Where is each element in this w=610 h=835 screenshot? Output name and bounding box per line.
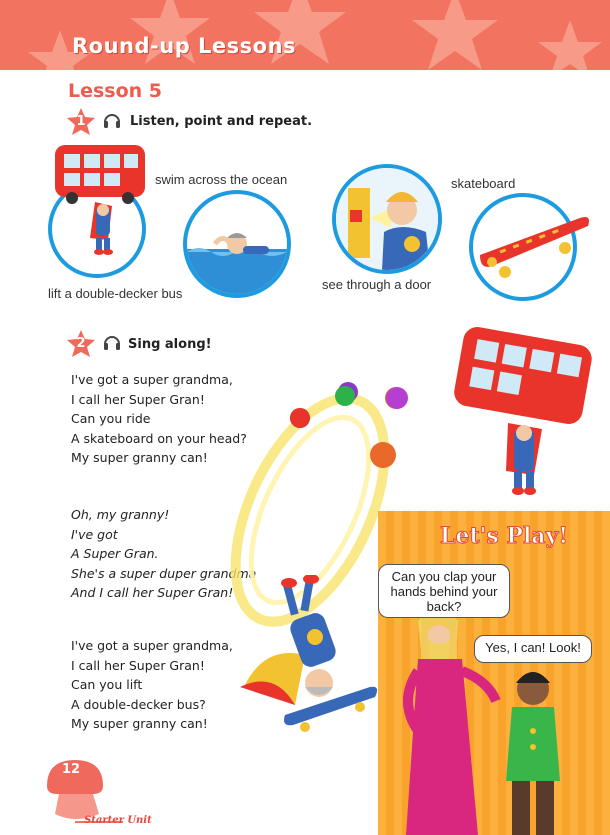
caption-swim-ocean: swim across the ocean (155, 172, 288, 187)
caption-skateboard: skateboard (451, 176, 516, 191)
picture-see-through-door (332, 164, 442, 274)
lyric-line: A skateboard on your head? (71, 430, 247, 446)
lyric-line: Can you ride (71, 411, 151, 426)
lyric-line: I call her Super Gran! (71, 391, 205, 407)
lyric-line: I've got a super grandma, (71, 372, 233, 387)
super-gran-skateboard-illustration (235, 575, 385, 735)
page-header-title: Round-up Lessons (72, 34, 297, 58)
lyric-line: I've got (71, 526, 118, 542)
headphones-icon (102, 110, 122, 135)
lets-play-characters (378, 511, 610, 835)
lyric-line: My super granny can! (71, 716, 208, 731)
unit-label: Starter Unit (84, 815, 152, 826)
caption-see-through-door: see through a door (322, 277, 432, 292)
picture-swim-ocean (183, 190, 291, 298)
speech-bubble-woman: Can you clap your hands behind your back? (378, 564, 510, 618)
activity-1-number-star: 1 (66, 107, 96, 137)
lesson-title: Lesson 5 (68, 80, 163, 102)
lyric-line: She's a super duper grandma (71, 565, 257, 581)
speech-bubble-boy: Yes, I can! Look! (474, 635, 592, 663)
skateboard-illustration (470, 200, 600, 290)
lyric-line: And I call her Super Gran! (71, 585, 234, 600)
lyric-line: Can you lift (71, 677, 143, 692)
lyric-line: A Super Gran. (71, 546, 159, 561)
bus-gran-illustration (450, 325, 595, 500)
lyric-line: My super granny can! (71, 450, 208, 465)
activity-2-instruction: Sing along! (128, 337, 212, 352)
lyric-line: I call her Super Gran! (71, 657, 205, 673)
lyric-line: Oh, my granny! (71, 507, 170, 522)
bus-illustration (50, 140, 150, 270)
activity-2-number-star: 2 (66, 329, 96, 359)
colored-balls (280, 378, 430, 478)
page-number: 12 (62, 762, 81, 777)
lyric-line: I've got a super grandma, (71, 638, 233, 653)
caption-lift-bus: lift a double-decker bus (48, 286, 183, 301)
lets-play-title: Let's Play! (440, 523, 569, 549)
activity-1-instruction: Listen, point and repeat. (130, 114, 313, 129)
lets-play-panel (378, 511, 610, 835)
headphones-icon (102, 332, 122, 357)
lyric-line: A double-decker bus? (71, 696, 206, 712)
